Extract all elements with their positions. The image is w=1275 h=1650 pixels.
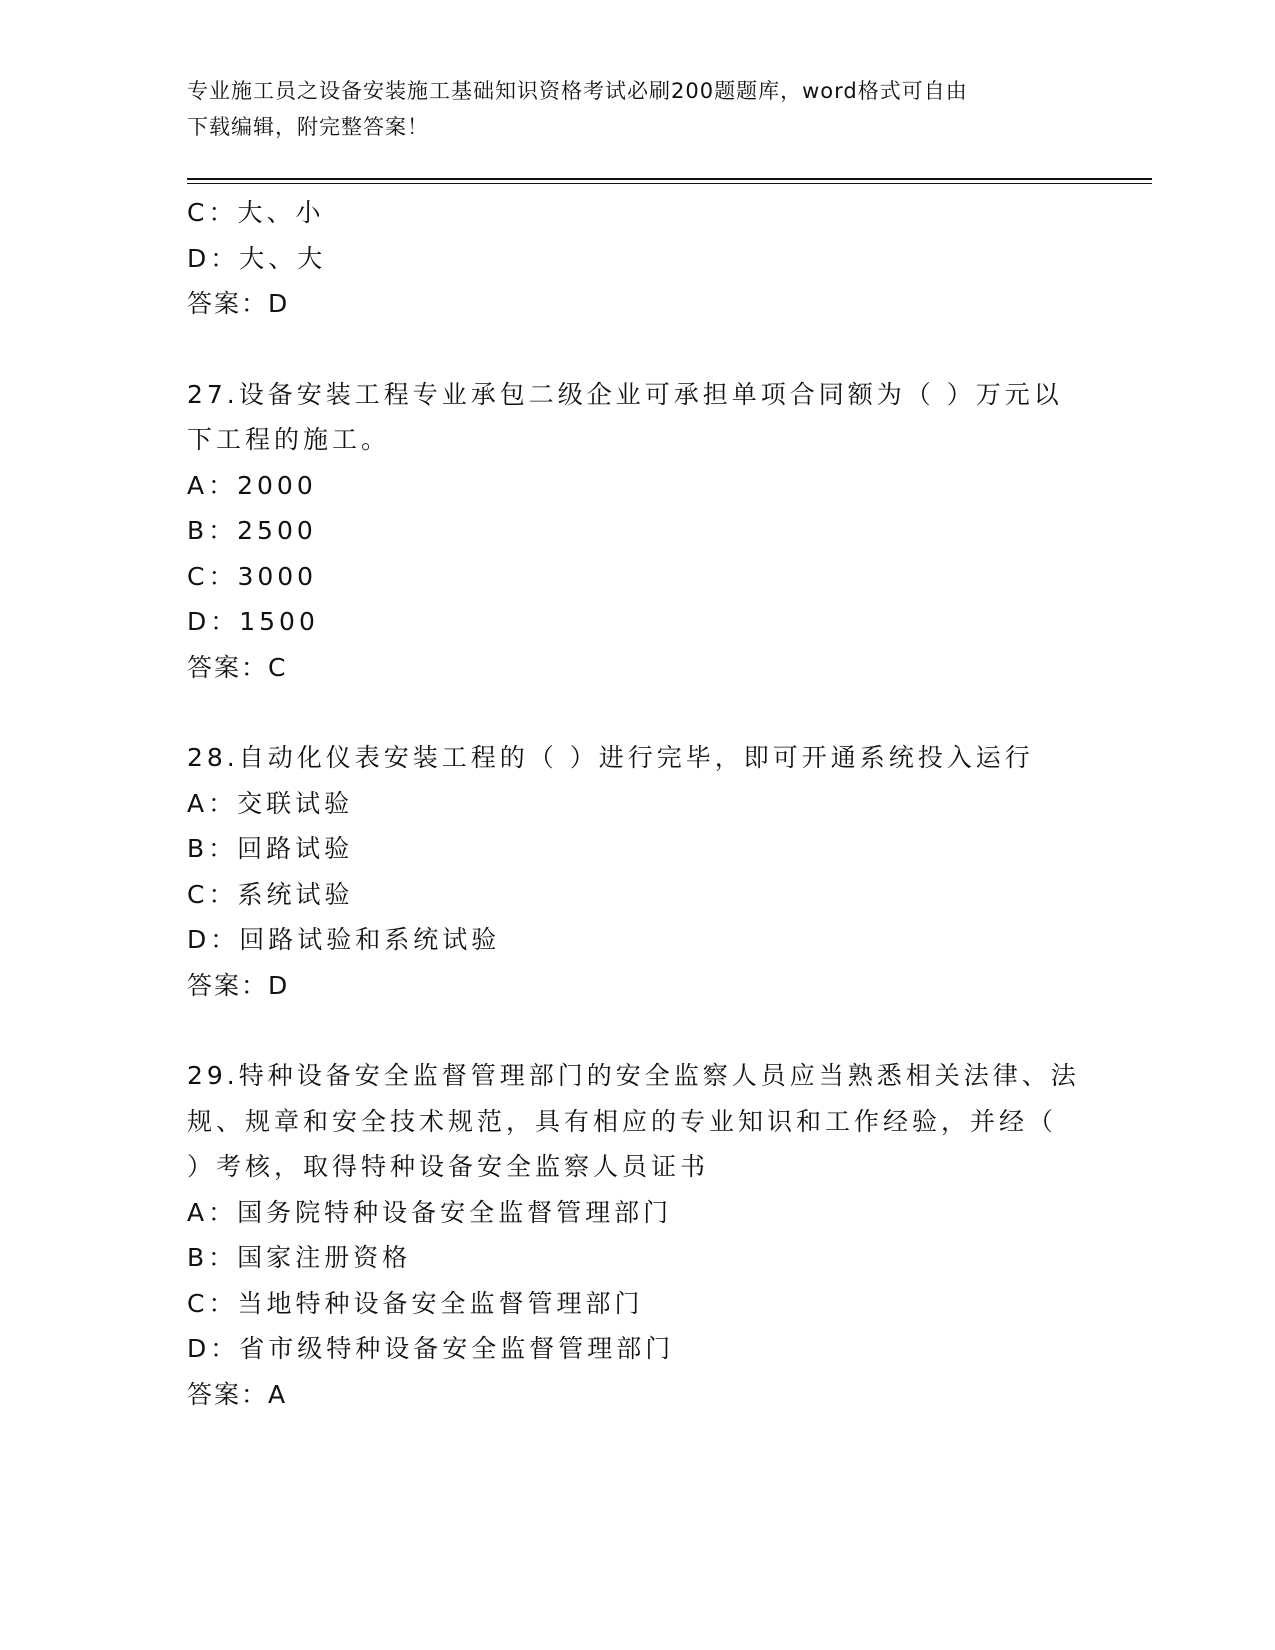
option-a: A：国务院特种设备安全监督管理部门 <box>187 1197 673 1227</box>
question-stem: ）考核，取得特种设备安全监察人员证书 <box>187 1152 710 1181</box>
option-c: C：大、小 <box>187 198 325 227</box>
question-stem: 下工程的施工。 <box>187 425 391 454</box>
header-line-1: 专业施工员之设备安装施工基础知识资格考试必刷200题题库，word格式可自由 <box>187 79 968 103</box>
answer: 答案：D <box>187 970 290 1000</box>
answer: 答案：C <box>187 652 288 682</box>
option-c: C：3000 <box>187 561 318 591</box>
answer: 答案：D <box>187 289 290 318</box>
page-header <box>187 73 1067 145</box>
header-divider <box>187 178 1152 180</box>
option-d: D：大、大 <box>187 243 327 273</box>
question-stem: 28.自动化仪表安装工程的（ ）进行完毕，即可开通系统投入运行 <box>187 743 1034 772</box>
option-b: B：2500 <box>187 516 317 545</box>
header-line-2: 下载编辑，附完整答案！ <box>187 115 429 139</box>
question-list <box>187 190 1087 1417</box>
option-b: B：国家注册资格 <box>187 1243 412 1272</box>
option-a: A：2000 <box>187 470 317 500</box>
option-d: D：回路试验和系统试验 <box>187 925 501 954</box>
question-stem: 规、规章和安全技术规范，具有相应的专业知识和工作经验，并经（ <box>187 1106 1058 1136</box>
option-a: A：交联试验 <box>187 788 354 818</box>
question-29 <box>187 1053 1087 1417</box>
question-27 <box>187 372 1087 691</box>
answer: 答案：A <box>187 1379 288 1409</box>
question-26-tail <box>187 190 1087 327</box>
option-c: C：当地特种设备安全监督管理部门 <box>187 1288 644 1318</box>
question-stem: 29.特种设备安全监督管理部门的安全监察人员应当熟悉相关法律、法 <box>187 1061 1080 1090</box>
question-stem: 27.设备安装工程专业承包二级企业可承担单项合同额为（ ）万元以 <box>187 379 1063 409</box>
option-d: D：1500 <box>187 607 319 636</box>
option-d: D：省市级特种设备安全监督管理部门 <box>187 1334 675 1363</box>
header-divider-thin <box>187 183 1152 184</box>
option-b: B：回路试验 <box>187 834 354 863</box>
option-c: C：系统试验 <box>187 879 354 909</box>
question-28 <box>187 735 1087 1008</box>
